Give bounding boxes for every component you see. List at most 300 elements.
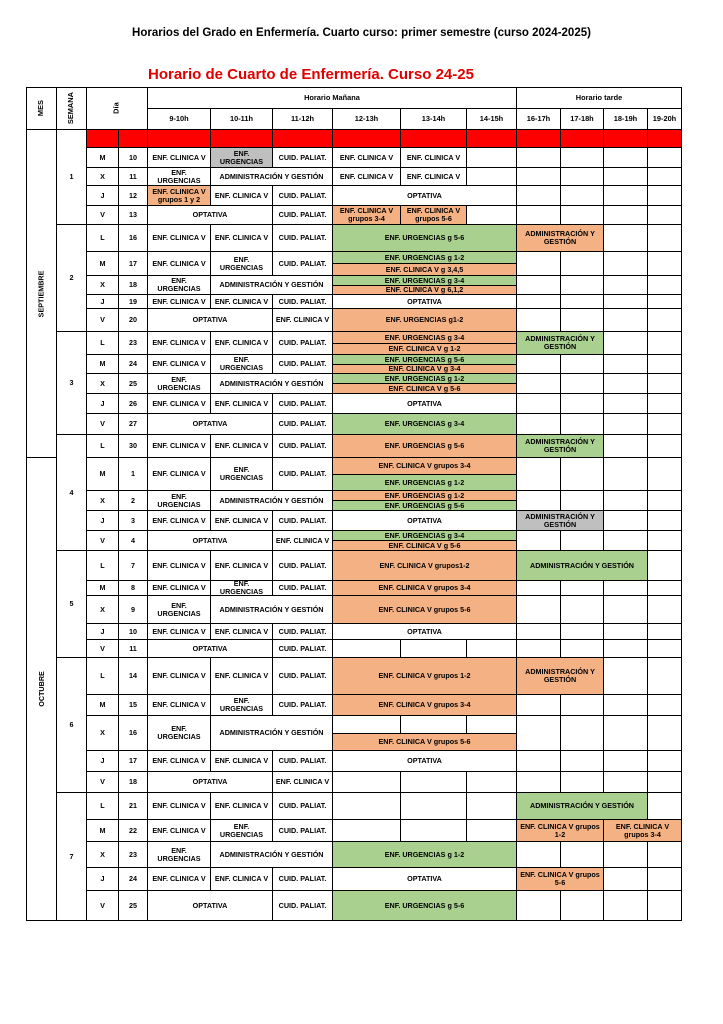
slot-header: 16-17h	[516, 108, 561, 130]
slot-header: 17-18h	[560, 108, 604, 130]
empty-slot	[560, 490, 604, 511]
empty-slot	[466, 639, 517, 658]
week-label: 2	[56, 224, 87, 332]
class-cell: ADMINISTRACIÓN Y GESTIÓN	[516, 792, 648, 820]
class-cell: ENF. CLINICA V	[147, 294, 211, 309]
class-cell: CUID. PALIAT.	[272, 354, 333, 374]
empty-slot	[603, 595, 648, 624]
day-number: 9	[118, 129, 148, 148]
empty-slot	[560, 639, 604, 658]
day-number: 17	[118, 251, 148, 276]
empty-slot	[516, 147, 561, 168]
empty-slot	[400, 819, 467, 842]
class-cell: ENF. URGENCIAS g 5-6	[332, 500, 517, 511]
class-cell: ENF. CLINICA V	[272, 308, 333, 332]
class-cell: ENF. URGENCIAS g 5-6	[332, 890, 517, 921]
class-cell: ENF. CLINICA V	[210, 623, 273, 640]
empty-slot	[603, 434, 648, 458]
schedule-title: Horario de Cuarto de Enfermería. Curso 24-25	[148, 66, 474, 83]
class-cell: ADMINISTRACIÓN Y GESTIÓN	[516, 550, 648, 581]
empty-slot	[560, 890, 604, 921]
week-label: 7	[56, 792, 87, 921]
slot-header: 10-11h	[210, 108, 273, 130]
empty-slot	[647, 457, 682, 491]
vertical-label: Día	[111, 102, 121, 115]
empty-slot	[603, 694, 648, 716]
class-cell: ENF. CLINICA V	[147, 434, 211, 458]
empty-slot	[647, 750, 682, 772]
class-cell: CUID. PALIAT.	[272, 251, 333, 276]
class-cell: ENF. CLINICA V	[147, 224, 211, 252]
day-number: 14	[118, 657, 148, 695]
class-cell: ENF. CLINICA V grupos1-2	[332, 550, 517, 581]
slot-header: 9-10h	[147, 108, 211, 130]
class-cell: ENF. URGENCIAS g 5-6	[332, 434, 517, 458]
empty-slot	[647, 890, 682, 921]
empty-slot	[603, 331, 648, 355]
empty-slot	[560, 530, 604, 551]
empty-slot	[647, 715, 682, 751]
day-number: 22	[118, 819, 148, 842]
class-cell: OPTATIVA	[332, 393, 517, 414]
header-morning: Horario Mañana	[147, 87, 517, 109]
weekday-cell: J	[86, 510, 119, 531]
empty-slot	[272, 129, 333, 148]
class-cell: CUID. PALIAT.	[272, 657, 333, 695]
class-cell: OPTATIVA	[147, 308, 273, 332]
slot-header: 19-20h	[647, 108, 682, 130]
class-cell: ENF. CLINICA V	[272, 771, 333, 793]
empty-slot	[647, 595, 682, 624]
empty-slot	[647, 147, 682, 168]
class-cell: ENF. CLINICA V	[210, 185, 273, 206]
day-number: 3	[118, 510, 148, 531]
empty-slot	[603, 185, 648, 206]
empty-slot	[400, 792, 467, 820]
empty-slot	[516, 185, 561, 206]
weekday-cell: X	[86, 275, 119, 295]
day-number: 11	[118, 639, 148, 658]
class-cell: CUID. PALIAT.	[272, 434, 333, 458]
empty-slot	[516, 890, 561, 921]
empty-slot	[516, 354, 561, 374]
empty-slot	[466, 147, 517, 168]
empty-slot	[603, 224, 648, 252]
slot-header: 12-13h	[332, 108, 401, 130]
vertical-label: MES	[36, 100, 46, 117]
empty-slot	[647, 792, 682, 820]
empty-slot	[516, 251, 561, 276]
class-cell: CUID. PALIAT.	[272, 792, 333, 820]
empty-slot	[603, 771, 648, 793]
class-cell: ENF. CLINICA V	[210, 393, 273, 414]
empty-slot	[560, 275, 604, 295]
empty-slot	[603, 354, 648, 374]
empty-slot	[560, 413, 604, 435]
class-cell: ENF. CLINICA V	[400, 147, 467, 168]
weekday-cell: V	[86, 413, 119, 435]
empty-slot	[647, 205, 682, 225]
class-cell: ENF. URGENCIAS	[210, 354, 273, 374]
class-cell: ENF. CLINICA V	[210, 331, 273, 355]
class-cell: OPTATIVA	[332, 294, 517, 309]
week-label: 5	[56, 550, 87, 658]
empty-slot	[516, 580, 561, 596]
empty-slot	[603, 129, 648, 148]
empty-slot	[516, 457, 561, 491]
class-cell: ENF. URGENCIAS g 1-2	[332, 841, 517, 868]
header-afternoon: Horario tarde	[516, 87, 682, 109]
empty-slot	[603, 715, 648, 751]
class-cell: ADMINISTRACIÓN Y GESTIÓN	[210, 275, 333, 295]
empty-slot	[603, 623, 648, 640]
class-cell: ADMINISTRACIÓN Y GESTIÓN	[516, 224, 604, 252]
week-label: 1	[56, 129, 87, 225]
empty-slot	[516, 129, 561, 148]
class-cell: ENF. URGENCIAS g 1-2	[332, 490, 517, 501]
day-number: 4	[118, 530, 148, 551]
class-cell: ENF. CLINICA V	[147, 580, 211, 596]
class-cell: ENF. CLINICA V	[147, 657, 211, 695]
weekday-cell: M	[86, 580, 119, 596]
empty-slot	[560, 251, 604, 276]
day-number: 24	[118, 354, 148, 374]
weekday-cell: M	[86, 147, 119, 168]
class-cell: ENF. CLINICA V	[210, 294, 273, 309]
class-cell: CUID. PALIAT.	[272, 639, 333, 658]
empty-slot	[516, 490, 561, 511]
class-cell: ENF. CLINICA V	[147, 867, 211, 891]
day-number: 8	[118, 580, 148, 596]
weekday-cell: L	[86, 550, 119, 581]
empty-slot	[560, 623, 604, 640]
day-number: 23	[118, 841, 148, 868]
class-cell: ENF. CLINICA V	[147, 393, 211, 414]
class-cell: ENF. URGENCIAS	[147, 841, 211, 868]
weekday-cell: X	[86, 595, 119, 624]
class-cell: CUID. PALIAT.	[272, 294, 333, 309]
day-number: 30	[118, 434, 148, 458]
class-cell: CUID. PALIAT.	[272, 205, 333, 225]
day-number: 1	[118, 457, 148, 491]
empty-slot	[647, 841, 682, 868]
weekday-cell: V	[86, 530, 119, 551]
weekday-cell: L	[86, 224, 119, 252]
class-cell: ENF. CLINICA V	[147, 550, 211, 581]
class-cell: CUID. PALIAT.	[272, 457, 333, 491]
empty-slot	[647, 490, 682, 511]
empty-slot	[516, 308, 561, 332]
class-cell: ENF. CLINICA V	[400, 167, 467, 186]
empty-slot	[647, 294, 682, 309]
day-number: 18	[118, 771, 148, 793]
weekday-cell: X	[86, 490, 119, 511]
slot-header: 14-15h	[466, 108, 517, 130]
class-cell: ADMINISTRACIÓN Y GESTIÓN	[516, 331, 604, 355]
class-cell: CUID. PALIAT.	[272, 185, 333, 206]
class-cell: CUID. PALIAT.	[272, 890, 333, 921]
class-cell: ENF. CLINICA V grupos 1-2	[516, 819, 604, 842]
empty-slot	[516, 715, 561, 751]
class-cell: ENF. URGENCIAS g 1-2	[332, 251, 517, 264]
class-cell: ENF. CLINICA V grupos 5-6	[400, 205, 467, 225]
day-number: 27	[118, 413, 148, 435]
header-semana	[56, 87, 87, 130]
empty-slot	[516, 413, 561, 435]
month-label	[26, 129, 57, 458]
class-cell: ENF. URGENCIAS g 3-4	[332, 275, 517, 286]
week-label: 3	[56, 331, 87, 435]
day-number: 16	[118, 715, 148, 751]
day-number: 9	[118, 595, 148, 624]
empty-slot	[603, 750, 648, 772]
class-cell: CUID. PALIAT.	[272, 819, 333, 842]
class-cell: ADMINISTRACIÓN Y GESTIÓN	[516, 657, 604, 695]
empty-slot	[603, 510, 648, 531]
empty-slot	[603, 294, 648, 309]
class-cell: ENF. CLINICA V	[147, 819, 211, 842]
class-cell: ENF. URGENCIAS	[147, 167, 211, 186]
empty-slot	[516, 595, 561, 624]
empty-slot	[647, 393, 682, 414]
class-cell: ENF. CLINICA V	[147, 251, 211, 276]
week-label: 6	[56, 657, 87, 793]
class-cell: ENF. URGENCIAS	[210, 147, 273, 168]
empty-slot	[603, 457, 648, 491]
empty-slot	[647, 185, 682, 206]
day-number: 12	[118, 185, 148, 206]
empty-slot	[466, 205, 517, 225]
vertical-label: OCTUBRE	[36, 671, 46, 707]
class-cell: ENF. CLINICA V	[272, 530, 333, 551]
weekday-cell: L	[86, 657, 119, 695]
class-cell: ENF. URGENCIAS	[210, 580, 273, 596]
empty-slot	[560, 393, 604, 414]
class-cell: OPTATIVA	[147, 530, 273, 551]
class-cell: OPTATIVA	[332, 867, 517, 891]
empty-slot	[603, 205, 648, 225]
class-cell: CUID. PALIAT.	[272, 580, 333, 596]
empty-slot	[560, 294, 604, 309]
empty-slot	[560, 354, 604, 374]
empty-slot	[603, 841, 648, 868]
empty-slot	[647, 580, 682, 596]
weekday-cell: V	[86, 308, 119, 332]
class-cell: ENF. URGENCIAS	[210, 251, 273, 276]
empty-slot	[647, 771, 682, 793]
class-cell: OPTATIVA	[332, 750, 517, 772]
empty-slot	[560, 580, 604, 596]
day-number: 10	[118, 623, 148, 640]
class-cell: ADMINISTRACIÓN Y GESTIÓN	[210, 841, 333, 868]
class-cell: ENF. CLINICA V g 3,4,5	[332, 263, 517, 276]
class-cell: ENF. CLINICA V	[332, 167, 401, 186]
day-number: 13	[118, 205, 148, 225]
week-label: 4	[56, 434, 87, 551]
empty-slot	[400, 771, 467, 793]
empty-slot	[516, 294, 561, 309]
weekday-cell: X	[86, 841, 119, 868]
day-number: 23	[118, 331, 148, 355]
weekday-cell: X	[86, 167, 119, 186]
empty-slot	[400, 129, 467, 148]
empty-slot	[647, 308, 682, 332]
day-number: 25	[118, 373, 148, 394]
class-cell: OPTATIVA	[332, 510, 517, 531]
class-cell: ENF. CLINICA V	[147, 694, 211, 716]
class-cell: ENF. URGENCIAS	[147, 715, 211, 751]
empty-slot	[560, 308, 604, 332]
empty-slot	[210, 129, 273, 148]
class-cell: CUID. PALIAT.	[272, 750, 333, 772]
empty-slot	[603, 167, 648, 186]
day-number: 26	[118, 393, 148, 414]
weekday-cell: V	[86, 890, 119, 921]
empty-slot	[603, 639, 648, 658]
class-cell: ENF. CLINICA V	[147, 147, 211, 168]
weekday-cell: M	[86, 819, 119, 842]
weekday-cell: L	[86, 129, 119, 148]
empty-slot	[560, 771, 604, 793]
class-cell: ADMINISTRACIÓN Y GESTIÓN	[516, 434, 604, 458]
class-cell: ENF. CLINICA V	[147, 354, 211, 374]
empty-slot	[560, 595, 604, 624]
class-cell: ENF. CLINICA V grupos 5-6	[332, 733, 517, 751]
class-cell: ENF. CLINICA V g 6,1,2	[332, 285, 517, 295]
day-number: 18	[118, 275, 148, 295]
class-cell: CUID. PALIAT.	[272, 510, 333, 531]
empty-slot	[560, 694, 604, 716]
class-cell: ENF. URGENCIAS	[147, 490, 211, 511]
vertical-label: SEMANA	[66, 92, 76, 125]
class-cell: ENF. URGENCIAS g 1-2	[332, 474, 517, 491]
empty-slot	[516, 275, 561, 295]
empty-slot	[647, 530, 682, 551]
class-cell: ENF. CLINICA V g 3-4	[332, 364, 517, 374]
class-cell: ENF. CLINICA V	[147, 750, 211, 772]
empty-slot	[332, 639, 401, 658]
class-cell: ADMINISTRACIÓN Y GESTIÓN	[210, 490, 333, 511]
day-number: 17	[118, 750, 148, 772]
day-number: 7	[118, 550, 148, 581]
empty-slot	[516, 694, 561, 716]
weekday-cell: V	[86, 639, 119, 658]
class-cell: ENF. URGENCIAS	[210, 819, 273, 842]
empty-slot	[332, 129, 401, 148]
empty-slot	[560, 167, 604, 186]
day-number: 21	[118, 792, 148, 820]
class-cell: ENF. CLINICA V	[210, 867, 273, 891]
class-cell: ENF. CLINICA V grupos 1-2	[332, 657, 517, 695]
class-cell: CUID. PALIAT.	[272, 550, 333, 581]
empty-slot	[603, 530, 648, 551]
class-cell: ENF. CLINICA V	[147, 457, 211, 491]
class-cell: OPTATIVA	[147, 639, 273, 658]
weekday-cell: M	[86, 251, 119, 276]
weekday-cell: J	[86, 623, 119, 640]
empty-slot	[647, 354, 682, 374]
class-cell: ENF. URGENCIAS g 3-4	[332, 331, 517, 344]
class-cell: OPTATIVA	[332, 623, 517, 640]
class-cell: ENF. URGENCIAS	[210, 457, 273, 491]
empty-slot	[647, 510, 682, 531]
empty-slot	[560, 715, 604, 751]
class-cell: ENF. CLINICA V	[210, 792, 273, 820]
empty-slot	[647, 413, 682, 435]
empty-slot	[603, 413, 648, 435]
class-cell: ENF. CLINICA V	[210, 224, 273, 252]
weekday-cell: J	[86, 294, 119, 309]
empty-slot	[332, 792, 401, 820]
class-cell: ENF. URGENCIAS	[147, 275, 211, 295]
day-number: 24	[118, 867, 148, 891]
empty-slot	[603, 308, 648, 332]
empty-slot	[466, 792, 517, 820]
empty-slot	[647, 251, 682, 276]
empty-slot	[560, 750, 604, 772]
slot-header: 18-19h	[603, 108, 648, 130]
class-cell: ADMINISTRACIÓN Y GESTIÓN	[516, 510, 604, 531]
empty-slot	[647, 331, 682, 355]
day-number: 20	[118, 308, 148, 332]
day-number: 2	[118, 490, 148, 511]
empty-slot	[147, 129, 211, 148]
empty-slot	[560, 205, 604, 225]
page-title: Horarios del Grado en Enfermería. Cuarto curso: primer semestre (curso 2024-2025)	[132, 27, 591, 39]
empty-slot	[647, 129, 682, 148]
day-number: 19	[118, 294, 148, 309]
class-cell: ENF. CLINICA V grupos 3-4	[603, 819, 682, 842]
empty-slot	[647, 434, 682, 458]
class-cell: ADMINISTRACIÓN Y GESTIÓN	[210, 167, 333, 186]
empty-slot	[603, 580, 648, 596]
class-cell: CUID. PALIAT.	[272, 224, 333, 252]
empty-slot	[560, 457, 604, 491]
empty-slot	[603, 251, 648, 276]
empty-slot	[603, 393, 648, 414]
slot-header: 11-12h	[272, 108, 333, 130]
empty-slot	[400, 639, 467, 658]
class-cell: ENF. CLINICA V grupos 1 y 2	[147, 185, 211, 206]
empty-slot	[647, 224, 682, 252]
class-cell: ENF. URGENCIAS g 1-2	[332, 373, 517, 384]
empty-slot	[647, 275, 682, 295]
class-cell: OPTATIVA	[147, 890, 273, 921]
day-number: 25	[118, 890, 148, 921]
empty-slot	[516, 771, 561, 793]
class-cell: ENF. CLINICA V grupos 3-4	[332, 457, 517, 475]
class-cell: ENF. CLINICA V grupos 3-4	[332, 205, 401, 225]
class-cell: ENF. CLINICA V	[210, 434, 273, 458]
empty-slot	[332, 819, 401, 842]
class-cell: ENF. URGENCIAS	[147, 373, 211, 394]
empty-slot	[560, 373, 604, 394]
empty-slot	[332, 771, 401, 793]
empty-slot	[603, 890, 648, 921]
empty-slot	[560, 147, 604, 168]
empty-slot	[560, 185, 604, 206]
class-cell: ADMINISTRACIÓN Y GESTIÓN	[210, 715, 333, 751]
class-cell: ENF. CLINICA V grupos 5-6	[332, 595, 517, 624]
class-cell: CUID. PALIAT.	[272, 623, 333, 640]
weekday-cell: J	[86, 185, 119, 206]
class-cell: OPTATIVA	[147, 771, 273, 793]
empty-slot	[603, 490, 648, 511]
class-cell: ENF. CLINICA V	[332, 147, 401, 168]
day-number: 11	[118, 167, 148, 186]
class-cell: ADMINISTRACIÓN Y GESTIÓN	[210, 373, 333, 394]
class-cell: ENF. URGENCIAS g 5-6	[332, 354, 517, 365]
